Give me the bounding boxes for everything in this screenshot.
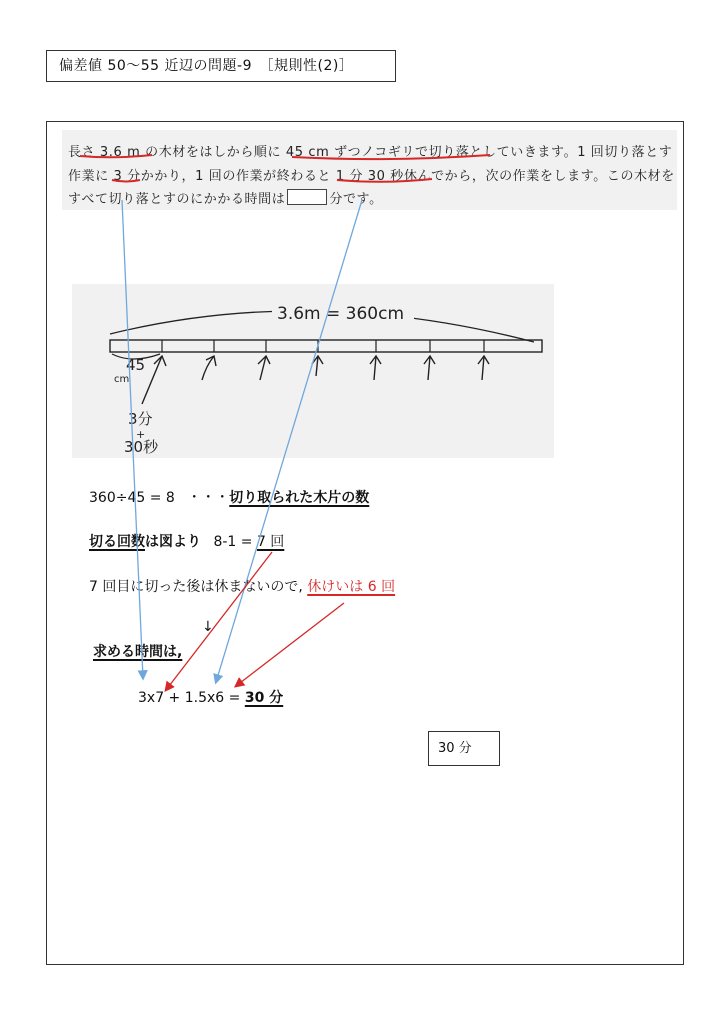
problem-line-2: 作業に 3 分かかり，1 回の作業が終わると 1 分 30 秒休んでから，次の作業をします。この木材を	[68, 169, 675, 184]
rest-time-label: 30秒	[124, 438, 159, 456]
wood-cut-diagram	[72, 284, 554, 458]
step2-label: 切る回数	[89, 534, 145, 550]
step3-text: 7 回目に切った後は休まないので,	[89, 579, 303, 595]
step2-expression: 8-1 =	[213, 534, 253, 550]
step3-rest-count: 休けいは 6 回	[307, 579, 396, 595]
segment-length-label: 45	[126, 356, 146, 374]
problem-line-3	[68, 188, 383, 207]
problem-line-3-before: すべて切り落とすのにかかる時間は	[68, 192, 286, 207]
answer-blank	[287, 189, 327, 205]
down-arrow: ↓	[202, 619, 214, 635]
cut-time-label: 3分	[128, 410, 153, 428]
step1-dots: ・・・	[187, 490, 230, 506]
step-2	[89, 531, 284, 551]
segment-unit-label: cm	[114, 374, 130, 385]
total-length-label: 3.6m = 360cm	[277, 304, 405, 324]
step-1	[89, 487, 369, 507]
step2-result: 7 回	[256, 534, 285, 550]
formula-expression: 3x7 + 1.5x6 =	[138, 690, 241, 706]
step-4-label: 求める時間は,	[93, 644, 183, 660]
step2-mid: は図より	[145, 534, 201, 550]
step1-note: 切り取られた木片の数	[229, 490, 370, 506]
step-3	[89, 576, 395, 596]
answer-box: 30 分	[428, 731, 500, 766]
problem-line-3-after: 分です。	[329, 192, 383, 207]
problem-line-1: 長さ 3.6 m の木材をはしから順に 45 cm ずつノコギリで切り落としていきます。1 回切り落とす	[68, 145, 673, 160]
formula-result: 30 分	[244, 690, 284, 706]
step1-expression: 360÷45 = 8	[89, 490, 175, 506]
page-title: 偏差値 50〜55 近辺の問題-9 ［規則性(2)］	[46, 50, 396, 82]
final-formula	[138, 687, 283, 707]
plus-sign: +	[136, 428, 146, 441]
